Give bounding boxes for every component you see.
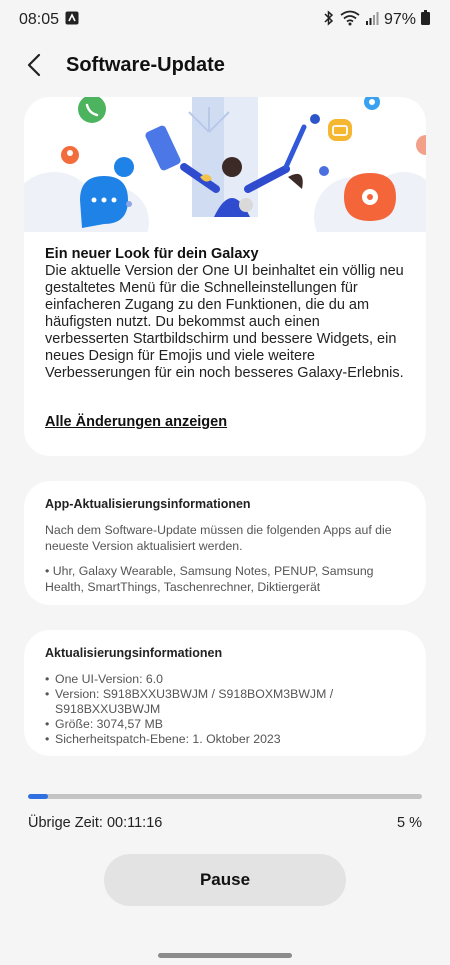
progress-fill bbox=[28, 794, 48, 799]
whats-new-body bbox=[24, 232, 426, 431]
update-info-size: Größe: 3074,57 MB bbox=[55, 717, 163, 731]
app-bar bbox=[0, 40, 450, 90]
update-info-security-patch: Sicherheitspatch-Ebene: 1. Oktober 2023 bbox=[55, 732, 281, 746]
update-info-title: Aktualisierungsinformationen bbox=[45, 646, 223, 660]
remaining-time: Übrige Zeit: 00:11:16 bbox=[28, 815, 163, 831]
status-time: 08:05 bbox=[19, 11, 60, 28]
battery-icon bbox=[421, 10, 430, 30]
update-info-version-ui: One UI-Version: 6.0 bbox=[55, 672, 163, 686]
progress-status-row bbox=[28, 815, 422, 831]
page-title: Software-Update bbox=[66, 53, 225, 76]
app-info-apps-list: • Uhr, Galaxy Wearable, Samsung Notes, PENUP, Samsung Health, SmartThings, Taschenrechner, Diktiergerät bbox=[45, 564, 374, 594]
pause-button[interactable]: Pause bbox=[104, 854, 346, 906]
chevron-left-icon bbox=[26, 53, 42, 77]
bluetooth-icon bbox=[323, 10, 335, 31]
list-item: • One UI-Version: 6.0 bbox=[45, 672, 163, 686]
status-bar bbox=[0, 0, 450, 40]
app-notification-icon bbox=[65, 11, 79, 30]
wifi-icon bbox=[340, 10, 360, 31]
status-right bbox=[323, 10, 430, 31]
update-info-list bbox=[45, 672, 405, 747]
update-info-version: Version: S918BXXU3BWJM / S918BOXM3BWJM / S918BXXU3BWJM bbox=[55, 687, 334, 716]
download-progress-bar bbox=[28, 794, 422, 799]
show-all-changes-link[interactable]: Alle Änderungen anzeigen bbox=[45, 414, 228, 430]
back-button[interactable] bbox=[14, 45, 54, 85]
list-item: • Version: S918BXXU3BWJM / S918BOXM3BWJM / S918BXXU3BWJM bbox=[45, 687, 405, 717]
progress-percent: 5 % bbox=[397, 815, 422, 831]
whats-new-heading: Ein neuer Look für dein Galaxy bbox=[45, 246, 259, 262]
update-info-card bbox=[24, 630, 426, 756]
list-item: • Sicherheitspatch-Ebene: 1. Oktober 2023 bbox=[45, 732, 281, 746]
battery-level: 97% bbox=[383, 11, 416, 28]
status-left bbox=[19, 11, 79, 30]
app-update-info-card bbox=[24, 481, 426, 605]
app-info-text: Nach dem Software-Update müssen die folgenden Apps auf die neueste Version aktualisiert werden. bbox=[45, 523, 392, 553]
gesture-nav-handle[interactable] bbox=[158, 953, 292, 958]
list-item: • Größe: 3074,57 MB bbox=[45, 717, 163, 731]
app-info-title: App-Aktualisierungsinformationen bbox=[45, 497, 251, 511]
signal-icon bbox=[365, 11, 379, 30]
whats-new-description: Die aktuelle Version der One UI beinhaltet ein völlig neu gestaltetes Menü für die Schnelleinstellungen für einfacheren Zugang zu den Funktionen, die du am häufigsten nutzt. Du bekommst auch einen verbesserten Startbildschirm und bessere Widgets, ein neues Design für Emojis und viele weitere Verbesserungen für ein noch besseres Galaxy-Erlebnis. bbox=[45, 263, 404, 381]
hero-illustration bbox=[24, 97, 426, 232]
one-ui-illustration bbox=[24, 97, 426, 232]
whats-new-card bbox=[24, 97, 426, 456]
